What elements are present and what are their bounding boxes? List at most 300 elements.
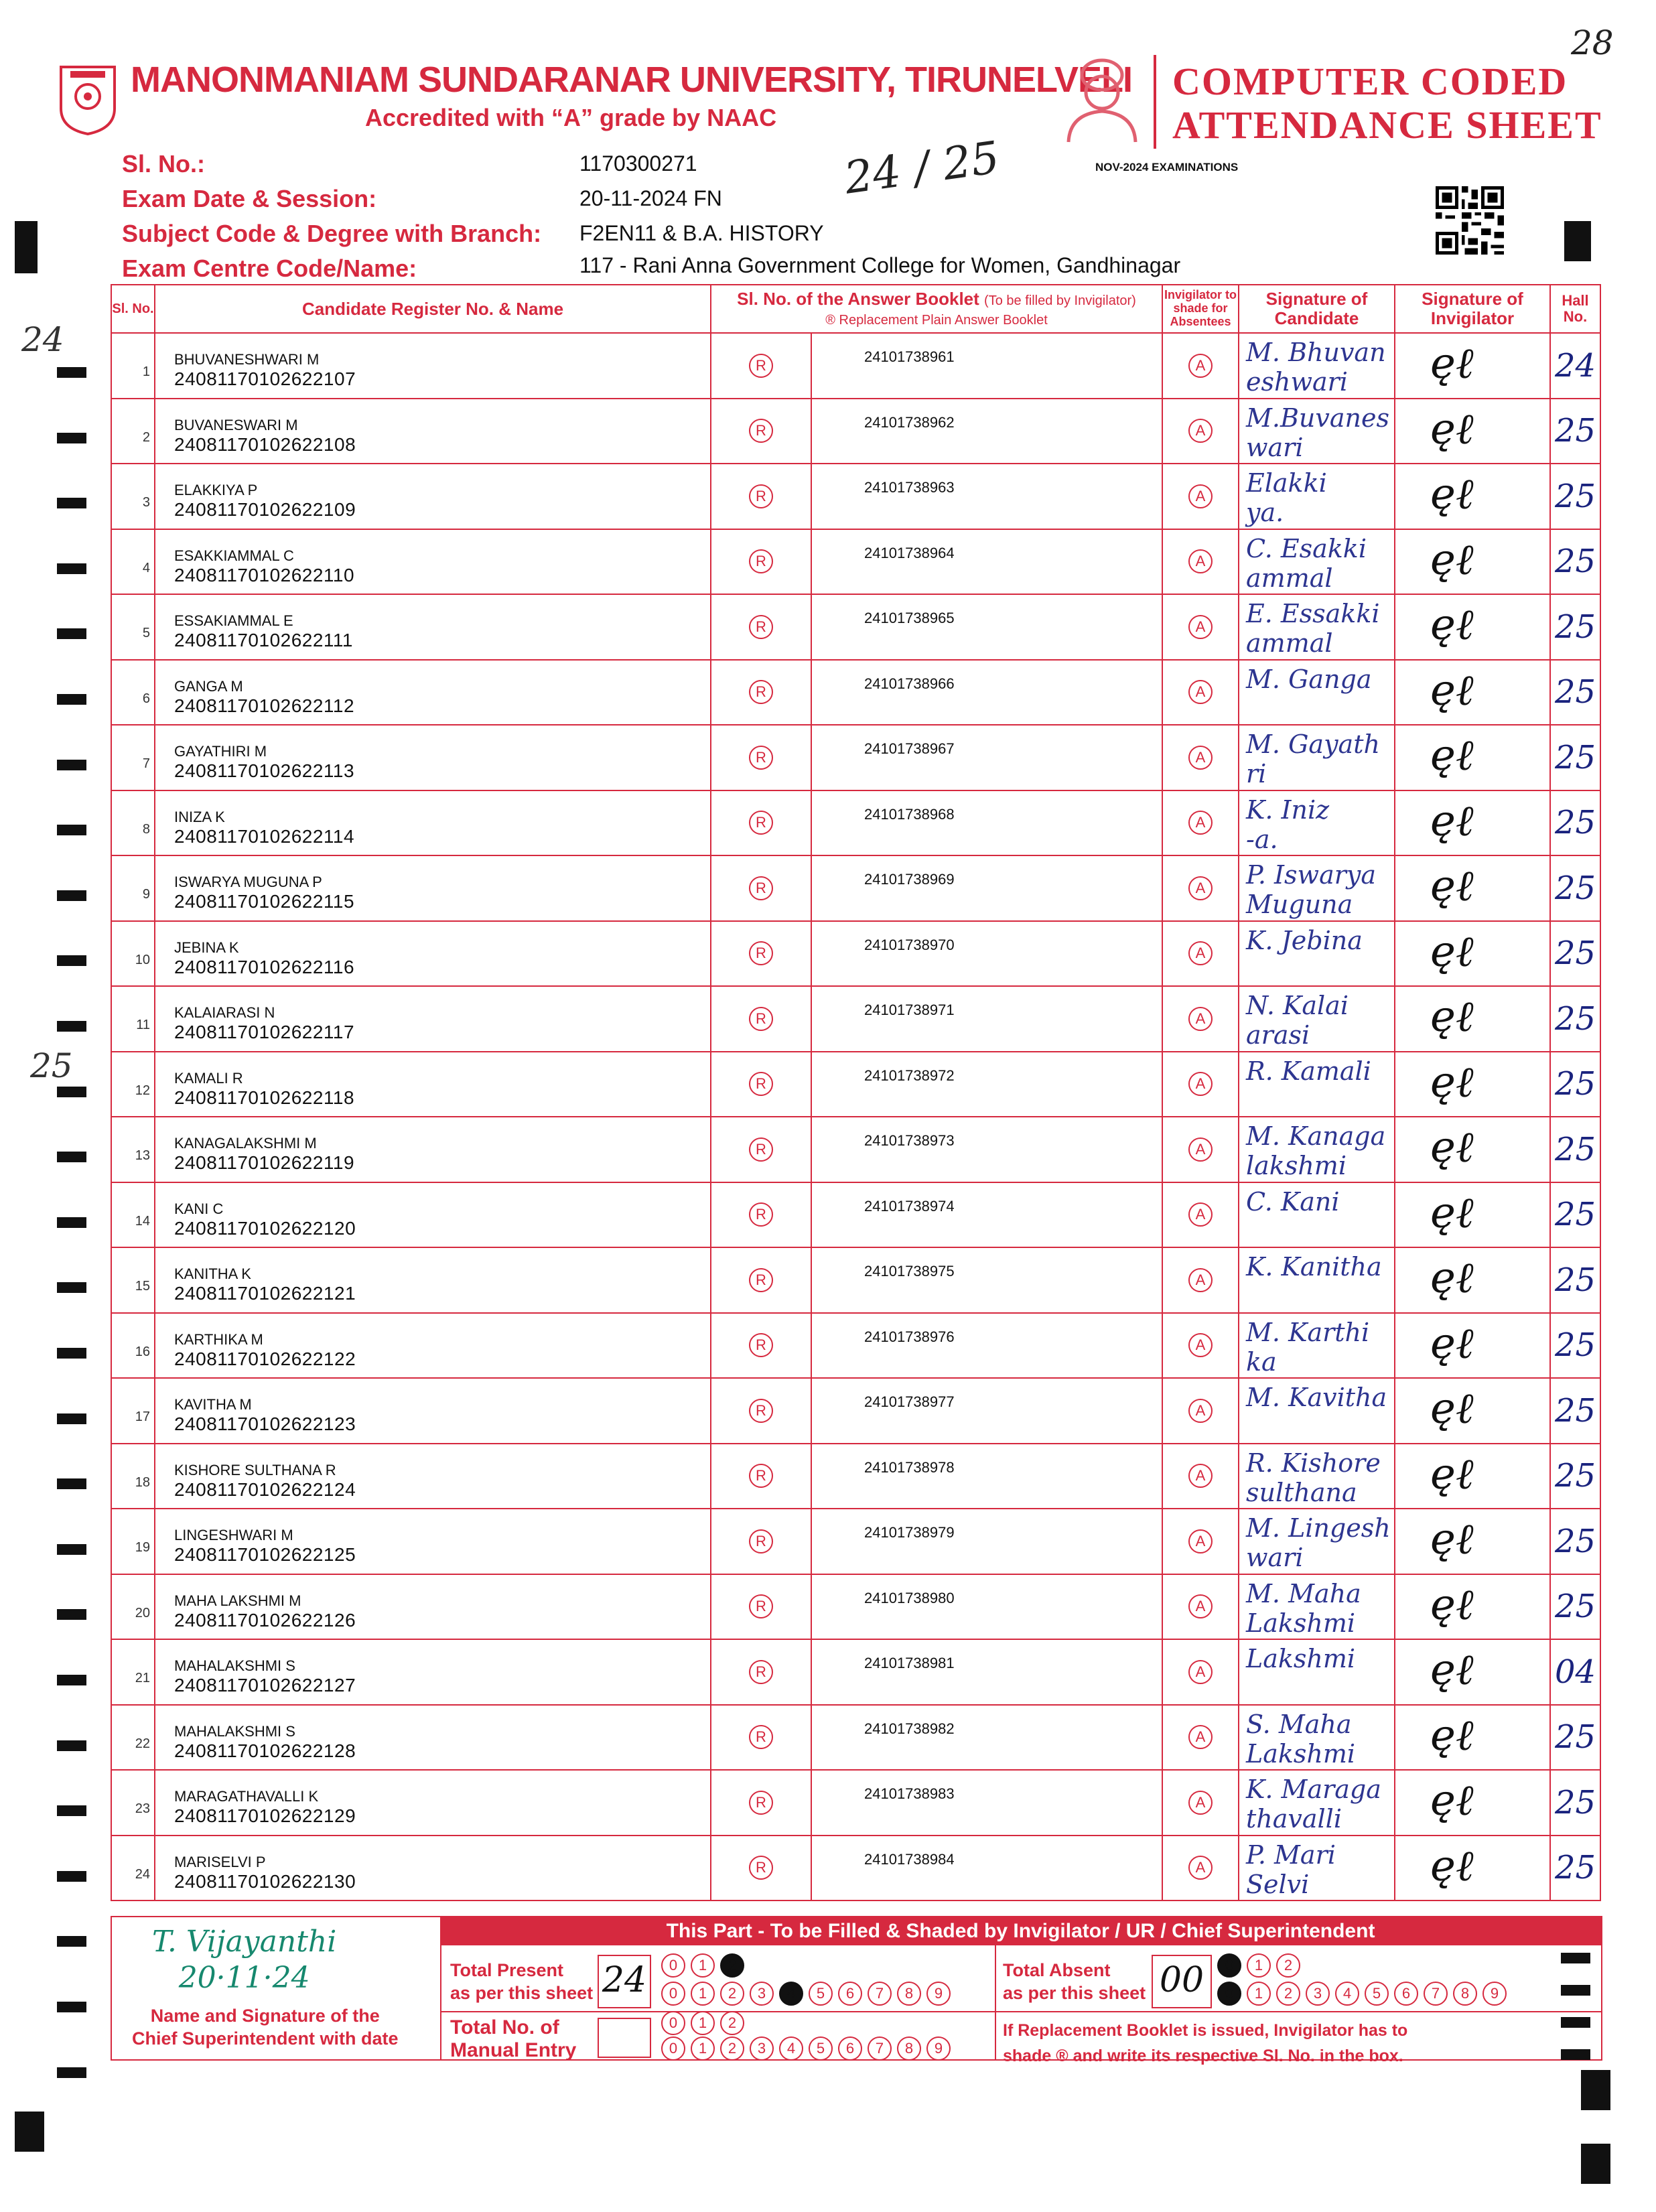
invigilator-signature: ęℓ bbox=[1430, 1515, 1474, 1564]
replacement-cell bbox=[711, 333, 811, 399]
timing-mark bbox=[57, 1217, 86, 1228]
replacement-bubble[interactable]: R bbox=[749, 1137, 773, 1162]
table-row bbox=[111, 725, 1600, 790]
register-number: 24081170102622116 bbox=[174, 956, 355, 977]
replacement-cell bbox=[711, 1378, 811, 1444]
timing-mark bbox=[57, 2067, 86, 2078]
hall-number: 25 bbox=[1554, 1065, 1596, 1103]
header-booklet bbox=[711, 285, 1162, 333]
replacement-bubble[interactable]: R bbox=[749, 1529, 773, 1553]
replacement-cell bbox=[711, 399, 811, 464]
hall-number: 25 bbox=[1554, 1522, 1596, 1560]
replacement-bubble[interactable]: R bbox=[749, 811, 773, 835]
replacement-cell bbox=[711, 921, 811, 987]
timing-mark bbox=[57, 1871, 86, 1882]
invigilator-signature-cell bbox=[1395, 1444, 1550, 1509]
register-number: 24081170102622124 bbox=[174, 1478, 356, 1500]
invigilator-signature-cell bbox=[1395, 1052, 1550, 1117]
replacement-cell bbox=[711, 1836, 811, 1901]
candidate-cell bbox=[155, 1705, 711, 1771]
candidate-signature: C. Esakki ammal bbox=[1246, 533, 1367, 593]
hall-number: 24 bbox=[1554, 346, 1596, 385]
hall-number: 25 bbox=[1554, 1261, 1596, 1299]
absent-cell bbox=[1162, 529, 1239, 595]
footer-divider bbox=[995, 1945, 996, 2059]
digit-bubble[interactable]: 2 bbox=[720, 2036, 744, 2061]
absent-bubble[interactable]: A bbox=[1188, 1333, 1213, 1357]
booklet-number: 24101738968 bbox=[811, 790, 1162, 856]
absent-bubble[interactable]: A bbox=[1188, 615, 1213, 639]
replacement-bubble[interactable]: R bbox=[749, 1007, 773, 1031]
absent-bubble[interactable]: A bbox=[1188, 1856, 1213, 1880]
digit-bubble[interactable]: 1 bbox=[691, 1953, 715, 1978]
hall-cell bbox=[1550, 1639, 1600, 1705]
candidate-cell bbox=[155, 1509, 711, 1574]
digit-bubble[interactable]: 2 bbox=[1276, 1953, 1300, 1978]
digit-bubble[interactable]: 6 bbox=[1394, 1982, 1418, 2006]
timing-mark bbox=[57, 1478, 86, 1489]
candidate-signature-cell bbox=[1239, 399, 1395, 464]
invigilator-signature: ęℓ bbox=[1430, 535, 1474, 585]
candidate-signature: K. Jebina bbox=[1246, 925, 1363, 955]
invigilator-signature: ęℓ bbox=[1430, 1057, 1474, 1107]
digit-bubble[interactable]: 0 bbox=[661, 1953, 685, 1978]
absent-cell bbox=[1162, 333, 1239, 399]
chief-superintendent-signature: T. Vijayanthi 20·11·24 bbox=[152, 1925, 337, 1995]
candidate-cell bbox=[155, 790, 711, 856]
absent-bubble[interactable]: A bbox=[1188, 354, 1213, 378]
replacement-bubble[interactable]: R bbox=[749, 1072, 773, 1096]
absent-bubble[interactable]: A bbox=[1188, 1529, 1213, 1553]
replacement-bubble[interactable]: R bbox=[749, 1660, 773, 1684]
digit-bubble[interactable]: 0 bbox=[1217, 1982, 1241, 2006]
replacement-bubble[interactable]: R bbox=[749, 484, 773, 508]
timing-mark bbox=[1561, 1953, 1590, 1963]
replacement-cell bbox=[711, 464, 811, 529]
hall-number: 25 bbox=[1554, 543, 1596, 581]
register-number: 24081170102622110 bbox=[174, 564, 355, 585]
replacement-cell bbox=[711, 1117, 811, 1182]
row-sl-no: 12 bbox=[111, 1052, 155, 1117]
page-number: 28 bbox=[1571, 23, 1614, 62]
table-row bbox=[111, 1836, 1600, 1901]
replacement-cell bbox=[711, 1052, 811, 1117]
timing-mark bbox=[57, 1152, 86, 1162]
candidate-signature-cell bbox=[1239, 464, 1395, 529]
replacement-bubble[interactable]: R bbox=[749, 746, 773, 770]
candidate-name: BHUVANESHWARI M bbox=[174, 351, 320, 368]
replacement-cell bbox=[711, 1182, 811, 1248]
hall-number: 25 bbox=[1554, 869, 1596, 907]
table-row bbox=[111, 1117, 1600, 1182]
timing-mark bbox=[1561, 2049, 1590, 2060]
digit-bubble[interactable]: 8 bbox=[897, 1982, 921, 2006]
candidate-name: MAHALAKSHMI S bbox=[174, 1722, 295, 1740]
table-row bbox=[111, 790, 1600, 856]
chief-superintendent-label: Name and Signature of the Chief Superintendent with date bbox=[132, 2006, 399, 2049]
digit-bubble[interactable]: 9 bbox=[1482, 1982, 1507, 2006]
invigilator-signature: ęℓ bbox=[1430, 1580, 1474, 1630]
timing-mark bbox=[1561, 1985, 1590, 1996]
table-row bbox=[111, 1770, 1600, 1836]
candidate-name: KALAIARASI N bbox=[174, 1004, 275, 1021]
candidate-signature-cell bbox=[1239, 1117, 1395, 1182]
subject-label: Subject Code & Degree with Branch: bbox=[122, 220, 542, 247]
row-sl-no: 22 bbox=[111, 1705, 155, 1771]
candidate-name: ESAKKIAMMAL C bbox=[174, 547, 294, 564]
hall-cell bbox=[1550, 1378, 1600, 1444]
row-sl-no: 19 bbox=[111, 1509, 155, 1574]
absent-bubble[interactable]: A bbox=[1188, 1594, 1213, 1618]
candidate-signature: M. Bhuvan eshwari bbox=[1246, 338, 1386, 397]
absent-bubble[interactable]: A bbox=[1188, 876, 1213, 900]
booklet-number: 24101738963 bbox=[811, 464, 1162, 529]
table-row bbox=[111, 1509, 1600, 1574]
absent-tens-bubbles[interactable] bbox=[1217, 1953, 1306, 1978]
invigilator-signature-cell bbox=[1395, 1509, 1550, 1574]
absent-bubble[interactable]: A bbox=[1188, 1660, 1213, 1684]
digit-bubble[interactable]: 4 bbox=[1335, 1982, 1359, 2006]
timing-mark bbox=[57, 694, 86, 705]
candidate-cell bbox=[155, 1052, 711, 1117]
timing-mark bbox=[57, 825, 86, 835]
replacement-bubble[interactable]: R bbox=[749, 941, 773, 965]
replacement-bubble[interactable]: R bbox=[749, 1333, 773, 1357]
digit-bubble[interactable]: 2 bbox=[720, 2011, 744, 2035]
hall-cell bbox=[1550, 1247, 1600, 1313]
register-number: 24081170102622113 bbox=[174, 760, 355, 781]
digit-bubble[interactable]: 7 bbox=[1424, 1982, 1448, 2006]
timing-mark bbox=[57, 1936, 86, 1947]
footer-divider bbox=[440, 1917, 441, 2059]
replacement-cell bbox=[711, 725, 811, 790]
replacement-cell bbox=[711, 594, 811, 660]
register-number: 24081170102622112 bbox=[174, 695, 355, 716]
candidate-cell bbox=[155, 921, 711, 987]
booklet-number: 24101738978 bbox=[811, 1444, 1162, 1509]
digit-bubble[interactable]: 1 bbox=[691, 1982, 715, 2006]
timing-mark bbox=[57, 1609, 86, 1620]
booklet-number: 24101738969 bbox=[811, 855, 1162, 921]
hall-cell bbox=[1550, 1836, 1600, 1901]
timing-mark bbox=[57, 2002, 86, 2012]
sl-no-value: 1170300271 bbox=[579, 151, 697, 176]
invigilator-signature-cell bbox=[1395, 1639, 1550, 1705]
replacement-cell bbox=[711, 1444, 811, 1509]
absent-bubble[interactable]: A bbox=[1188, 484, 1213, 508]
digit-bubble[interactable]: 5 bbox=[1365, 1982, 1389, 2006]
candidate-name: MARISELVI P bbox=[174, 1853, 266, 1870]
candidate-name: ELAKKIYA P bbox=[174, 482, 258, 498]
digit-bubble[interactable]: 1 bbox=[1247, 1953, 1271, 1978]
absent-bubble[interactable]: A bbox=[1188, 746, 1213, 770]
hall-cell bbox=[1550, 333, 1600, 399]
candidate-cell bbox=[155, 594, 711, 660]
digit-bubble[interactable]: 7 bbox=[868, 2036, 892, 2061]
absent-cell bbox=[1162, 1378, 1239, 1444]
invigilator-signature: ęℓ bbox=[1430, 600, 1474, 650]
absent-units-bubbles[interactable] bbox=[1217, 1982, 1512, 2006]
total-present-box bbox=[598, 1955, 651, 2008]
replacement-cell bbox=[711, 1247, 811, 1313]
replacement-bubble[interactable]: R bbox=[749, 1725, 773, 1749]
hall-cell bbox=[1550, 594, 1600, 660]
header-booklet-title: Sl. No. of the Answer Booklet bbox=[737, 289, 979, 309]
absent-cell bbox=[1162, 594, 1239, 660]
table-row bbox=[111, 1574, 1600, 1640]
candidate-signature-cell bbox=[1239, 1509, 1395, 1574]
replacement-bubble[interactable]: R bbox=[749, 354, 773, 378]
replacement-cell bbox=[711, 1705, 811, 1771]
table-row bbox=[111, 1247, 1600, 1313]
digit-bubble[interactable]: 5 bbox=[809, 1982, 833, 2006]
candidate-signature: Lakshmi bbox=[1246, 1644, 1356, 1673]
digit-bubble[interactable]: 0 bbox=[1217, 1953, 1241, 1978]
absent-cell bbox=[1162, 1444, 1239, 1509]
absent-bubble[interactable]: A bbox=[1188, 549, 1213, 573]
register-number: 24081170102622130 bbox=[174, 1870, 356, 1892]
candidate-signature-cell bbox=[1239, 1836, 1395, 1901]
absent-cell bbox=[1162, 1770, 1239, 1836]
sl-no-label: Sl. No.: bbox=[122, 150, 205, 178]
candidate-cell bbox=[155, 1313, 711, 1379]
registration-mark bbox=[1564, 221, 1591, 261]
replacement-bubble[interactable]: R bbox=[749, 1464, 773, 1488]
digit-bubble[interactable]: 9 bbox=[926, 1982, 951, 2006]
absent-cell bbox=[1162, 725, 1239, 790]
candidate-name: KANI C bbox=[174, 1200, 224, 1217]
digit-bubble[interactable]: 9 bbox=[926, 2036, 951, 2061]
invigilator-signature: ęℓ bbox=[1430, 1384, 1474, 1434]
replacement-cell bbox=[711, 1574, 811, 1640]
invigilator-footer bbox=[111, 1916, 1602, 2065]
table-row bbox=[111, 1705, 1600, 1771]
invigilator-signature-cell bbox=[1395, 1117, 1550, 1182]
absent-bubble[interactable]: A bbox=[1188, 1464, 1213, 1488]
booklet-number: 24101738977 bbox=[811, 1378, 1162, 1444]
booklet-number: 24101738970 bbox=[811, 921, 1162, 987]
register-number: 24081170102622129 bbox=[174, 1805, 356, 1826]
hall-cell bbox=[1550, 986, 1600, 1052]
invigilator-signature-cell bbox=[1395, 529, 1550, 595]
invigilator-signature-cell bbox=[1395, 594, 1550, 660]
candidate-cell bbox=[155, 1836, 711, 1901]
absent-bubble[interactable]: A bbox=[1188, 1725, 1213, 1749]
registration-mark bbox=[1581, 2070, 1610, 2110]
candidate-signature: Elakki ya. bbox=[1246, 468, 1327, 527]
table-row bbox=[111, 986, 1600, 1052]
row-sl-no: 13 bbox=[111, 1117, 155, 1182]
digit-bubble[interactable]: 0 bbox=[661, 1982, 685, 2006]
absent-bubble[interactable]: A bbox=[1188, 419, 1213, 443]
absent-cell bbox=[1162, 986, 1239, 1052]
candidate-cell bbox=[155, 1770, 711, 1836]
hall-number: 25 bbox=[1554, 412, 1596, 450]
replacement-bubble[interactable]: R bbox=[749, 680, 773, 704]
replacement-bubble[interactable]: R bbox=[749, 1268, 773, 1292]
absent-cell bbox=[1162, 855, 1239, 921]
replacement-bubble[interactable]: R bbox=[749, 615, 773, 639]
digit-bubble[interactable]: 2 bbox=[1276, 1982, 1300, 2006]
absent-bubble[interactable]: A bbox=[1188, 1137, 1213, 1162]
candidate-name: LINGESHWARI M bbox=[174, 1527, 293, 1543]
candidate-signature-cell bbox=[1239, 1052, 1395, 1117]
candidate-name: KARTHIKA M bbox=[174, 1330, 263, 1348]
absent-cell bbox=[1162, 790, 1239, 856]
absent-bubble[interactable]: A bbox=[1188, 811, 1213, 835]
invigilator-signature-cell bbox=[1395, 1836, 1550, 1901]
candidate-name: INIZA K bbox=[174, 808, 225, 825]
digit-bubble[interactable]: 1 bbox=[691, 2036, 715, 2061]
candidate-cell bbox=[155, 529, 711, 595]
footer-divider bbox=[440, 2011, 1601, 2012]
register-number: 24081170102622108 bbox=[174, 433, 356, 455]
invigilator-signature-cell bbox=[1395, 660, 1550, 725]
absent-bubble[interactable]: A bbox=[1188, 1399, 1213, 1423]
timing-mark bbox=[57, 628, 86, 639]
digit-bubble[interactable]: 4 bbox=[779, 1982, 803, 2006]
candidate-signature: P. Mari Selvi bbox=[1246, 1840, 1336, 1899]
invigilator-signature: ęℓ bbox=[1430, 1776, 1474, 1825]
replacement-cell bbox=[711, 529, 811, 595]
candidate-name: MARAGATHAVALLI K bbox=[174, 1788, 319, 1805]
booklet-number: 24101738981 bbox=[811, 1639, 1162, 1705]
manual-units-bubbles[interactable] bbox=[661, 2036, 956, 2061]
digit-bubble[interactable]: 8 bbox=[1453, 1982, 1477, 2006]
candidate-signature-cell bbox=[1239, 1705, 1395, 1771]
digit-bubble[interactable]: 3 bbox=[750, 1982, 774, 2006]
absent-bubble[interactable]: A bbox=[1188, 941, 1213, 965]
candidate-name: GANGA M bbox=[174, 677, 243, 695]
candidate-signature: K. Kanitha bbox=[1246, 1252, 1382, 1282]
replacement-cell bbox=[711, 1509, 811, 1574]
hall-cell bbox=[1550, 1182, 1600, 1248]
exam-session-label: NOV-2024 EXAMINATIONS bbox=[1095, 161, 1239, 174]
table-row bbox=[111, 1444, 1600, 1509]
attendance-table bbox=[111, 284, 1600, 1901]
replacement-bubble[interactable]: R bbox=[749, 1594, 773, 1618]
candidate-signature-cell bbox=[1239, 1313, 1395, 1379]
candidate-name: JEBINA K bbox=[174, 939, 239, 956]
absent-bubble[interactable]: A bbox=[1188, 1007, 1213, 1031]
digit-bubble[interactable]: 8 bbox=[897, 2036, 921, 2061]
digit-bubble[interactable]: 1 bbox=[1247, 1982, 1271, 2006]
manual-entry-label: Total No. of Manual Entry bbox=[450, 2016, 577, 2061]
founder-portrait bbox=[1062, 55, 1142, 143]
invigilator-signature-cell bbox=[1395, 464, 1550, 529]
row-sl-no: 4 bbox=[111, 529, 155, 595]
replacement-bubble[interactable]: R bbox=[749, 1791, 773, 1815]
hall-number: 25 bbox=[1554, 1849, 1596, 1887]
present-tens-bubbles[interactable] bbox=[661, 1953, 750, 1978]
booklet-number: 24101738984 bbox=[811, 1836, 1162, 1901]
hall-cell bbox=[1550, 660, 1600, 725]
digit-bubble[interactable]: 2 bbox=[720, 1982, 744, 2006]
timing-mark bbox=[57, 1544, 86, 1555]
table-row bbox=[111, 1052, 1600, 1117]
candidate-signature: E. Essakki ammal bbox=[1246, 599, 1380, 658]
digit-bubble[interactable]: 0 bbox=[661, 2036, 685, 2061]
candidate-signature: K. Maraga thavalli bbox=[1246, 1775, 1381, 1834]
table-row bbox=[111, 1378, 1600, 1444]
absent-cell bbox=[1162, 1639, 1239, 1705]
digit-bubble[interactable]: 0 bbox=[661, 2011, 685, 2035]
hall-number: 04 bbox=[1554, 1653, 1596, 1691]
absent-bubble[interactable]: A bbox=[1188, 1072, 1213, 1096]
header-sig-invigilator: Signature of Invigilator bbox=[1395, 285, 1550, 333]
digit-bubble[interactable]: 3 bbox=[750, 2036, 774, 2061]
manual-tens-bubbles[interactable] bbox=[661, 2011, 750, 2035]
booklet-number: 24101738980 bbox=[811, 1574, 1162, 1640]
absent-bubble[interactable]: A bbox=[1188, 1202, 1213, 1227]
digit-bubble[interactable]: 5 bbox=[809, 2036, 833, 2061]
table-row bbox=[111, 1313, 1600, 1379]
digit-bubble[interactable]: 7 bbox=[868, 1982, 892, 2006]
candidate-cell bbox=[155, 1378, 711, 1444]
booklet-number: 24101738976 bbox=[811, 1313, 1162, 1379]
hall-cell bbox=[1550, 1705, 1600, 1771]
digit-bubble[interactable]: 2 bbox=[720, 1953, 744, 1978]
present-units-bubbles[interactable] bbox=[661, 1982, 956, 2006]
digit-bubble[interactable]: 6 bbox=[838, 1982, 862, 2006]
replacement-bubble[interactable]: R bbox=[749, 1202, 773, 1227]
register-number: 24081170102622120 bbox=[174, 1217, 356, 1239]
hall-number: 25 bbox=[1554, 999, 1596, 1038]
row-sl-no: 24 bbox=[111, 1836, 155, 1901]
hall-number: 25 bbox=[1554, 1588, 1596, 1626]
absent-bubble[interactable]: A bbox=[1188, 680, 1213, 704]
absent-bubble[interactable]: A bbox=[1188, 1791, 1213, 1815]
replacement-bubble[interactable]: R bbox=[749, 549, 773, 573]
replacement-cell bbox=[711, 986, 811, 1052]
digit-bubble[interactable]: 1 bbox=[691, 2011, 715, 2035]
replacement-cell bbox=[711, 1313, 811, 1379]
digit-bubble[interactable]: 6 bbox=[838, 2036, 862, 2061]
absent-cell bbox=[1162, 399, 1239, 464]
absent-bubble[interactable]: A bbox=[1188, 1268, 1213, 1292]
hall-number: 25 bbox=[1554, 1457, 1596, 1495]
invigilator-signature: ęℓ bbox=[1430, 470, 1474, 519]
replacement-bubble[interactable]: R bbox=[749, 876, 773, 900]
manual-entry-box[interactable] bbox=[598, 2018, 651, 2058]
centre-value: 117 - Rani Anna Government College for Women, Gandhinagar bbox=[579, 253, 1181, 277]
register-number: 24081170102622127 bbox=[174, 1675, 356, 1696]
candidate-name: BUVANESWARI M bbox=[174, 416, 298, 433]
candidate-signature: M. Ganga bbox=[1246, 664, 1372, 694]
invigilator-signature: ęℓ bbox=[1430, 796, 1474, 846]
replacement-bubble[interactable]: R bbox=[749, 1856, 773, 1880]
register-number: 24081170102622115 bbox=[174, 891, 355, 912]
row-sl-no: 3 bbox=[111, 464, 155, 529]
booklet-number: 24101738974 bbox=[811, 1182, 1162, 1248]
candidate-signature-cell bbox=[1239, 921, 1395, 987]
hall-number: 25 bbox=[1554, 1196, 1596, 1234]
candidate-signature: M. Maha Lakshmi bbox=[1246, 1578, 1361, 1638]
candidate-name: MAHA LAKSHMI M bbox=[174, 1592, 301, 1609]
candidate-cell bbox=[155, 1574, 711, 1640]
invigilator-signature: ęℓ bbox=[1430, 1645, 1474, 1695]
booklet-number: 24101738964 bbox=[811, 529, 1162, 595]
header-hall: Hall No. bbox=[1550, 285, 1600, 333]
row-sl-no: 8 bbox=[111, 790, 155, 856]
hall-cell bbox=[1550, 725, 1600, 790]
replacement-bubble[interactable]: R bbox=[749, 419, 773, 443]
digit-bubble[interactable]: 4 bbox=[779, 2036, 803, 2061]
replacement-bubble[interactable]: R bbox=[749, 1399, 773, 1423]
invigilator-signature: ęℓ bbox=[1430, 1841, 1474, 1891]
digit-bubble[interactable]: 3 bbox=[1306, 1982, 1330, 2006]
hall-cell bbox=[1550, 921, 1600, 987]
